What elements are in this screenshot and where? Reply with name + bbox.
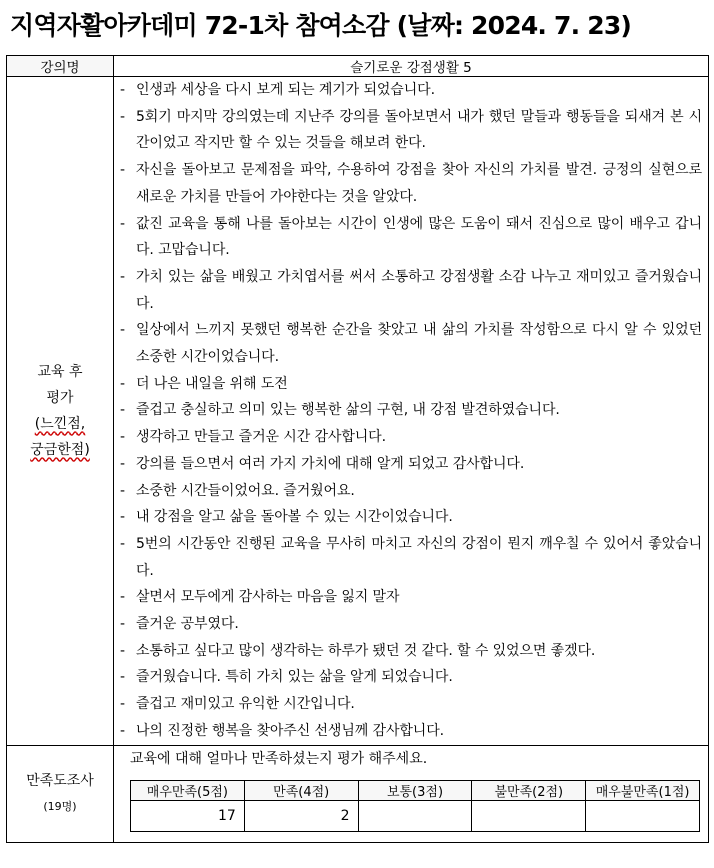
comment-item: - 살면서 모두에게 감사하는 마음을 잃지 말자 [116, 584, 702, 611]
survey-value-cell [586, 800, 700, 831]
document-title: 지역자활아카데미 72-1차 참여소감 (날짜: 2024. 7. 23) [10, 11, 632, 40]
comment-item: - 나의 진정한 행복을 찾아주신 선생님께 감사합니다. [116, 718, 702, 745]
comment-item: - 가치 있는 삶을 배웠고 가치엽서를 써서 소통하고 강점생활 소감 나누고 재미있고 즐거웠습니다. [116, 264, 702, 317]
survey-value-row [131, 800, 700, 831]
comment-item: - 5번의 시간동안 진행된 교육을 무사히 마치고 자신의 강점이 뭔지 깨우칠 수 있어서 좋았습니다. [116, 531, 702, 584]
survey-table [130, 780, 700, 832]
lecture-header-row [7, 56, 709, 77]
survey-label-cell [7, 745, 114, 842]
survey-value-cell [472, 800, 586, 831]
evaluation-label [7, 77, 114, 746]
lecture-name: 슬기로운 강점생활 5 [114, 56, 709, 77]
comment-item: - 일상에서 느끼지 못했던 행복한 순간을 찾았고 내 삶의 가치를 작성함으로 다시 알 수 있었던 소중한 시간이었습니다. [116, 317, 702, 370]
eval-label-line: 교육 후 [37, 363, 83, 380]
survey-row [7, 745, 709, 842]
comment-item: - 소통하고 싶다고 많이 생각하는 하루가 됐던 것 같다. 할 수 있었으면 좋겠다. [116, 638, 702, 665]
comment-item: - 자신을 돌아보고 문제점을 파악, 수용하여 강점을 찾아 자신의 가치를 발견. 긍정의 실현으로 새로운 가치를 만들어 가야한다는 것을 알았다. [116, 157, 702, 210]
survey-header-cell: 불만족(2점) [472, 780, 586, 800]
comment-item: - 생각하고 만들고 즐거운 시간 감사합니다. [116, 424, 702, 451]
comment-item: - 강의를 들으면서 여러 가지 가치에 대해 알게 되었고 감사합니다. [116, 451, 702, 478]
eval-label-line: (느낀점, [34, 415, 86, 432]
survey-question: 교육에 대해 얼마나 만족하셨는지 평가 해주세요. [130, 750, 428, 767]
lecture-label: 강의명 [7, 56, 114, 77]
comment-item: - 즐거웠습니다. 특히 가치 있는 삶을 알게 되었습니다. [116, 664, 702, 691]
survey-count: (19명) [43, 799, 77, 813]
comment-item: - 5회기 마지막 강의였는데 지난주 강의를 돌아보면서 내가 했던 말들과 행동들을 되새겨 본 시간이었고 작지만 할 수 있는 것들을 해보려 한다. [116, 104, 702, 157]
survey-label: 만족도조사 [26, 772, 94, 789]
survey-value-cell: 17 [131, 800, 245, 831]
comment-item: - 즐겁고 충실하고 의미 있는 행복한 삶의 구현, 내 강점 발견하였습니다. [116, 397, 702, 424]
comment-item: - 즐거운 공부였다. [116, 611, 702, 638]
comment-item: - 즐겁고 재미있고 유익한 시간입니다. [116, 691, 702, 718]
eval-label-line: 궁금한점) [30, 441, 90, 458]
survey-header-cell: 보통(3점) [358, 780, 472, 800]
survey-value-cell [358, 800, 472, 831]
feedback-table [6, 55, 709, 843]
survey-header-cell: 매우불만족(1점) [586, 780, 700, 800]
comment-item: - 소중한 시간들이었어요. 즐거웠어요. [116, 478, 702, 505]
survey-content [114, 745, 709, 842]
survey-value-cell: 2 [244, 800, 358, 831]
survey-header-cell: 매우만족(5점) [131, 780, 245, 800]
comment-list [114, 77, 702, 745]
comment-item: - 내 강점을 알고 삶을 돌아볼 수 있는 시간이었습니다. [116, 504, 702, 531]
comment-item: - 값진 교육을 통해 나를 돌아보는 시간이 인생에 많은 도움이 돼서 진심으로 많이 배우고 갑니다. 고맙습니다. [116, 211, 702, 264]
survey-header-cell: 만족(4점) [244, 780, 358, 800]
survey-header-row [131, 780, 700, 800]
evaluation-row [7, 77, 709, 746]
eval-label-line: 평가 [46, 389, 74, 406]
comment-item: - 더 나은 내일을 위해 도전 [116, 371, 702, 398]
comment-item: - 인생과 세상을 다시 보게 되는 계기가 되었습니다. [116, 77, 702, 104]
comment-list-cell [114, 77, 709, 746]
